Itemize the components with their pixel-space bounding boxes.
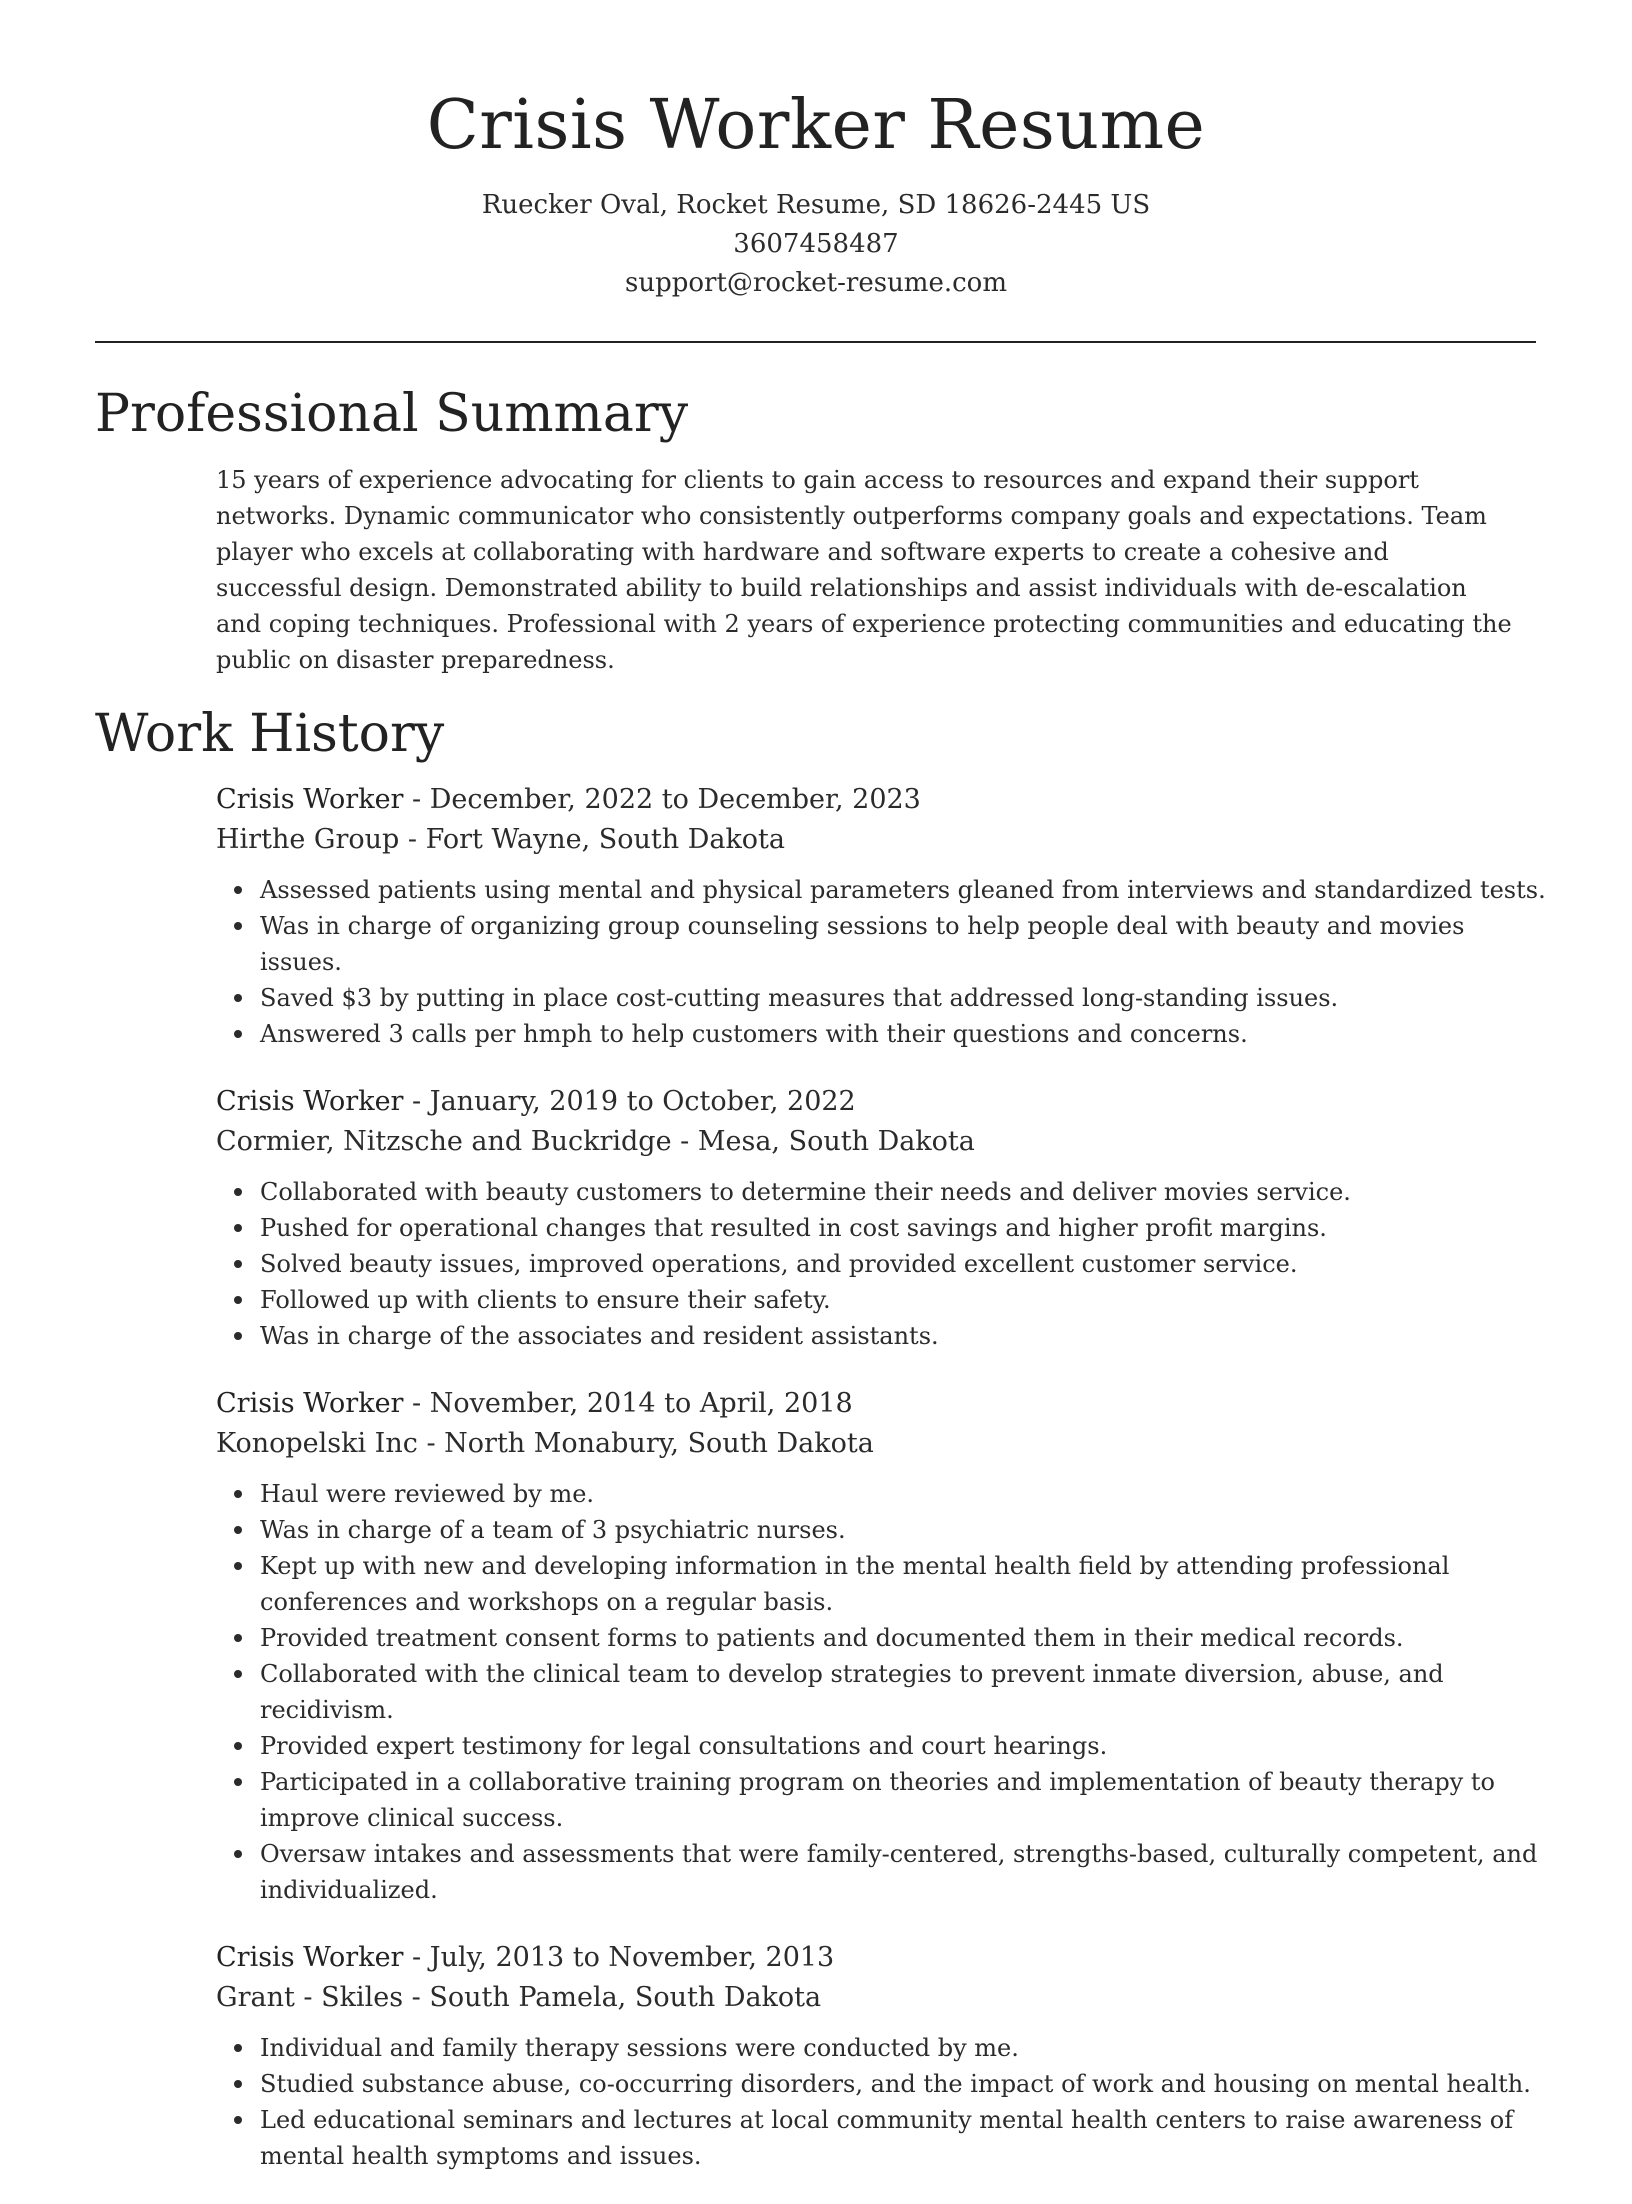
job-title: Crisis Worker: [216, 1086, 404, 1117]
job-entry: [216, 1384, 1546, 1908]
job-bullet: Participated in a collaborative training program on theories and implementation of beauty therapy to improve clinical success.: [260, 1764, 1546, 1836]
job-bullet: Solved beauty issues, improved operations, and provided excellent customer service.: [260, 1246, 1546, 1282]
job-bullet: Followed up with clients to ensure their safety.: [260, 1282, 1546, 1318]
job-company-line: Hirthe Group - Fort Wayne, South Dakota: [216, 824, 786, 855]
job-bullet: Led educational seminars and lectures at local community mental health centers to raise awareness of mental health symptoms and issues.: [260, 2102, 1546, 2174]
job-bullet: Collaborated with the clinical team to develop strategies to prevent inmate diversion, abuse, and recidivism.: [260, 1656, 1546, 1728]
job-bullet: Was in charge of organizing group counseling sessions to help people deal with beauty and movies issues.: [260, 908, 1546, 980]
job-bullet: Answered 3 calls per hmph to help customers with their questions and concerns.: [260, 1016, 1546, 1052]
job-list: [216, 780, 1546, 2204]
job-bullet: Collaborated with beauty customers to determine their needs and deliver movies service.: [260, 1174, 1546, 1210]
job-entry: [216, 1082, 1546, 1354]
job-bullet: Was in charge of the associates and resident assistants.: [260, 1318, 1546, 1354]
summary-heading: Professional Summary: [95, 384, 689, 444]
job-company: Konopelski Inc: [216, 1428, 418, 1459]
summary-text: 15 years of experience advocating for clients to gain access to resources and expand their support networks. Dynamic communicator who consistently outperforms company goals and expectations. Team player who excels at collaborating with hardware and software experts to create a cohesive and successful design. Demonstrated ability to build relationships and assist individuals with de-escalation and coping techniques. Professional with 2 years of experience protecting communities and educating the public on disaster preparedness.: [216, 466, 1512, 674]
job-company: Hirthe Group: [216, 824, 400, 855]
job-title: Crisis Worker: [216, 784, 404, 815]
job-bullets: [216, 1476, 1546, 1908]
job-title-line: Crisis Worker - November, 2014 to April, 2018: [216, 1388, 853, 1419]
job-dates: July, 2013 to November, 2013: [429, 1942, 835, 1973]
job-dates: November, 2014 to April, 2018: [429, 1388, 853, 1419]
job-company: Grant - Skiles: [216, 1982, 404, 2013]
job-bullet: Individual and family therapy sessions were conducted by me.: [260, 2030, 1546, 2066]
job-entry: [216, 1938, 1546, 2174]
job-bullet: Kept up with new and developing information in the mental health field by attending professional conferences and workshops on a regular basis.: [260, 1548, 1546, 1620]
resume-header: [0, 0, 1632, 303]
work-history-heading: Work History: [95, 704, 445, 764]
job-company-line: Grant - Skiles - South Pamela, South Dakota: [216, 1982, 822, 2013]
job-title-line: Crisis Worker - July, 2013 to November, 2013: [216, 1942, 835, 1973]
job-location: South Pamela, South Dakota: [429, 1982, 822, 2013]
contact-email: support@rocket-resume.com: [624, 268, 1007, 298]
job-dates: January, 2019 to October, 2022: [429, 1086, 856, 1117]
job-entry: [216, 780, 1546, 1052]
job-company-line: Konopelski Inc - North Monabury, South Dakota: [216, 1428, 874, 1459]
contact-address: Ruecker Oval, Rocket Resume, SD 18626-2445 US: [481, 190, 1151, 220]
job-bullet: Provided expert testimony for legal consultations and court hearings.: [260, 1728, 1546, 1764]
resume-title: Crisis Worker Resume: [426, 86, 1206, 165]
job-location: Mesa, South Dakota: [697, 1126, 975, 1157]
job-title: Crisis Worker: [216, 1388, 404, 1419]
job-title-line: Crisis Worker - January, 2019 to October, 2022: [216, 1086, 856, 1117]
job-bullet: Assessed patients using mental and physical parameters gleaned from interviews and standardized tests.: [260, 872, 1546, 908]
job-bullet: Haul were reviewed by me.: [260, 1476, 1546, 1512]
job-bullet: Studied substance abuse, co-occurring disorders, and the impact of work and housing on mental health.: [260, 2066, 1546, 2102]
job-bullet: Provided treatment consent forms to patients and documented them in their medical records.: [260, 1620, 1546, 1656]
job-company: Cormier, Nitzsche and Buckridge: [216, 1126, 672, 1157]
job-title: Crisis Worker: [216, 1942, 404, 1973]
header-divider: [95, 341, 1536, 343]
job-company-line: Cormier, Nitzsche and Buckridge - Mesa, South Dakota: [216, 1126, 975, 1157]
job-bullet: Was in charge of a team of 3 psychiatric nurses.: [260, 1512, 1546, 1548]
job-location: Fort Wayne, South Dakota: [425, 824, 786, 855]
job-bullet: Saved $3 by putting in place cost-cutting measures that addressed long-standing issues.: [260, 980, 1546, 1016]
job-bullets: [216, 872, 1546, 1052]
job-bullet: Oversaw intakes and assessments that were family-centered, strengths-based, culturally competent, and individualized.: [260, 1836, 1546, 1908]
contact-block: [0, 186, 1632, 303]
contact-phone: 3607458487: [733, 229, 899, 259]
job-location: North Monabury, South Dakota: [444, 1428, 874, 1459]
job-dates: December, 2022 to December, 2023: [429, 784, 921, 815]
job-title-line: Crisis Worker - December, 2022 to December, 2023: [216, 784, 921, 815]
job-bullet: Pushed for operational changes that resulted in cost savings and higher profit margins.: [260, 1210, 1546, 1246]
job-bullets: [216, 2030, 1546, 2174]
job-bullets: [216, 1174, 1546, 1354]
